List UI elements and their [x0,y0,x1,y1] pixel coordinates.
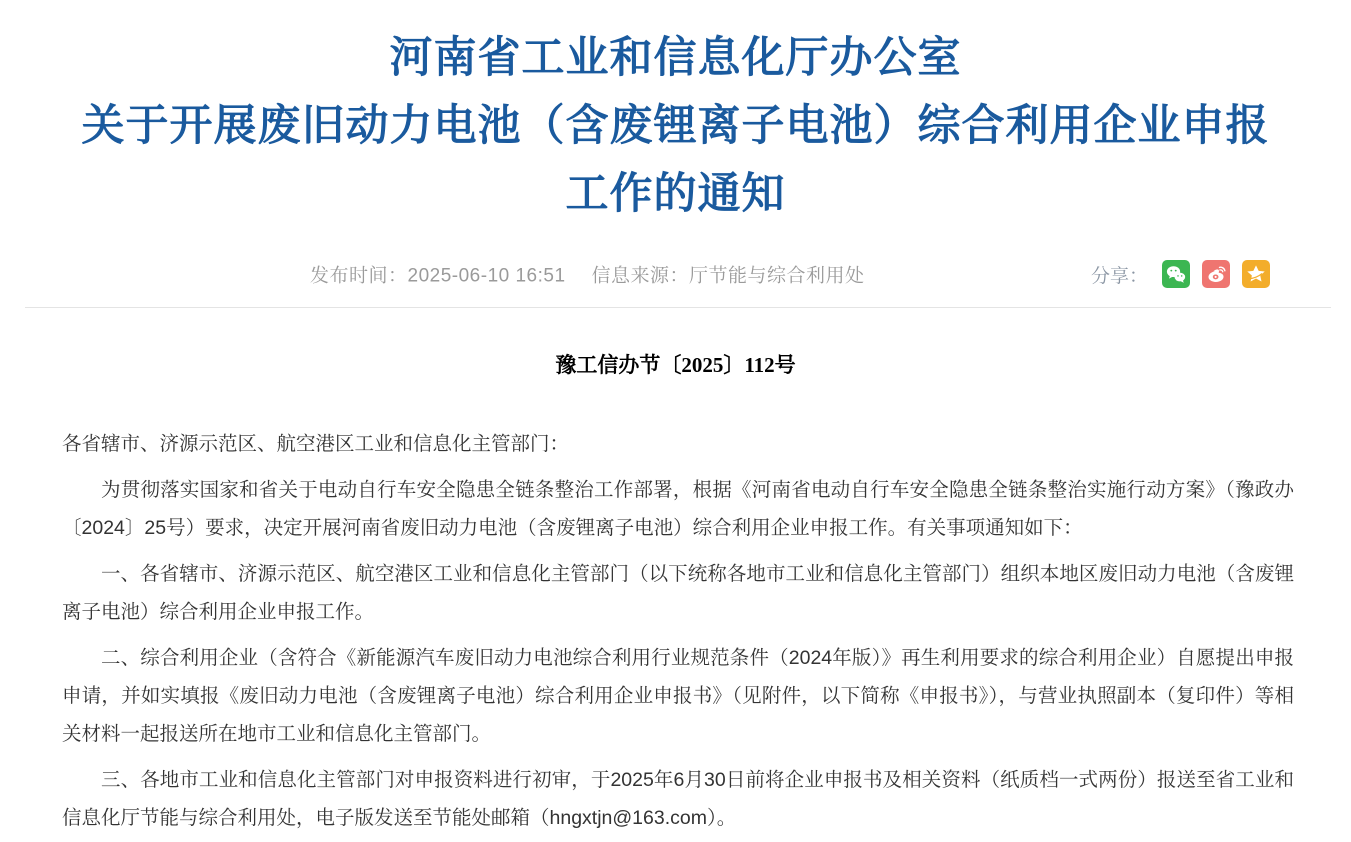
weibo-icon [1205,263,1227,285]
divider [25,307,1331,308]
source-label: 信息来源： [591,265,690,287]
title-line-1: 河南省工业和信息化厅办公室 [389,34,962,82]
title-line-3: 工作的通知 [565,170,786,218]
paragraph-3: 二、综合利用企业（含符合《新能源汽车废旧动力电池综合利用行业规范条件（2024年版）》再生利用要求的综合利用企业）自愿提出申报申请，并如实填报《废旧动力电池（含废锂离子电池）综合利用企业申报书》（见附件，以下简称《申报书》），与营业执照副本（复印件）等相关材料一起报送所在地市工业和信息化主管部门。 [62,647,1294,745]
document-number: 豫工信办节〔2025〕112号 [555,353,796,377]
salutation: 各省辖市、济源示范区、航空港区工业和信息化主管部门： [62,433,570,455]
document-body [62,425,1294,837]
wechat-share-button[interactable] [1162,260,1190,288]
page-title [0,0,1351,228]
paragraph-2: 一、各省辖市、济源示范区、航空港区工业和信息化主管部门（以下统称各地市工业和信息化主管部门）组织本地区废旧动力电池（含废锂离子电池）综合利用企业申报工作。 [62,563,1294,623]
publish-time-value: 2025-06-10 16:51 [407,265,566,287]
share-bar [1091,260,1270,288]
qzone-share-button[interactable] [1242,260,1270,288]
paragraph-4: 三、各地市工业和信息化主管部门对申报资料进行初审，于2025年6月30日前将企业申报书及相关资料（纸质档一式两份）报送至省工业和信息化厅节能与综合利用处，电子版发送至节能处邮箱（hngxtjn@163.com）。 [62,769,1294,829]
share-label: 分享： [1090,265,1148,287]
weibo-share-button[interactable] [1202,260,1230,288]
publish-time-label: 发布时间： [310,265,408,287]
publish-info [310,261,865,288]
qzone-star-icon [1245,263,1267,285]
paragraph-1: 为贯彻落实国家和省关于电动自行车安全隐患全链条整治工作部署，根据《河南省电动自行车安全隐患全链条整治实施行动方案》（豫政办〔2024〕25号）要求，决定开展河南省废旧动力电池（含废锂离子电池）综合利用企业申报工作。有关事项通知如下： [62,479,1294,539]
source-value: 厅节能与综合利用处 [689,265,865,287]
meta-bar [0,254,1351,294]
title-line-2: 关于开展废旧动力电池（含废锂离子电池）综合利用企业申报 [81,102,1270,150]
wechat-icon [1165,263,1187,285]
